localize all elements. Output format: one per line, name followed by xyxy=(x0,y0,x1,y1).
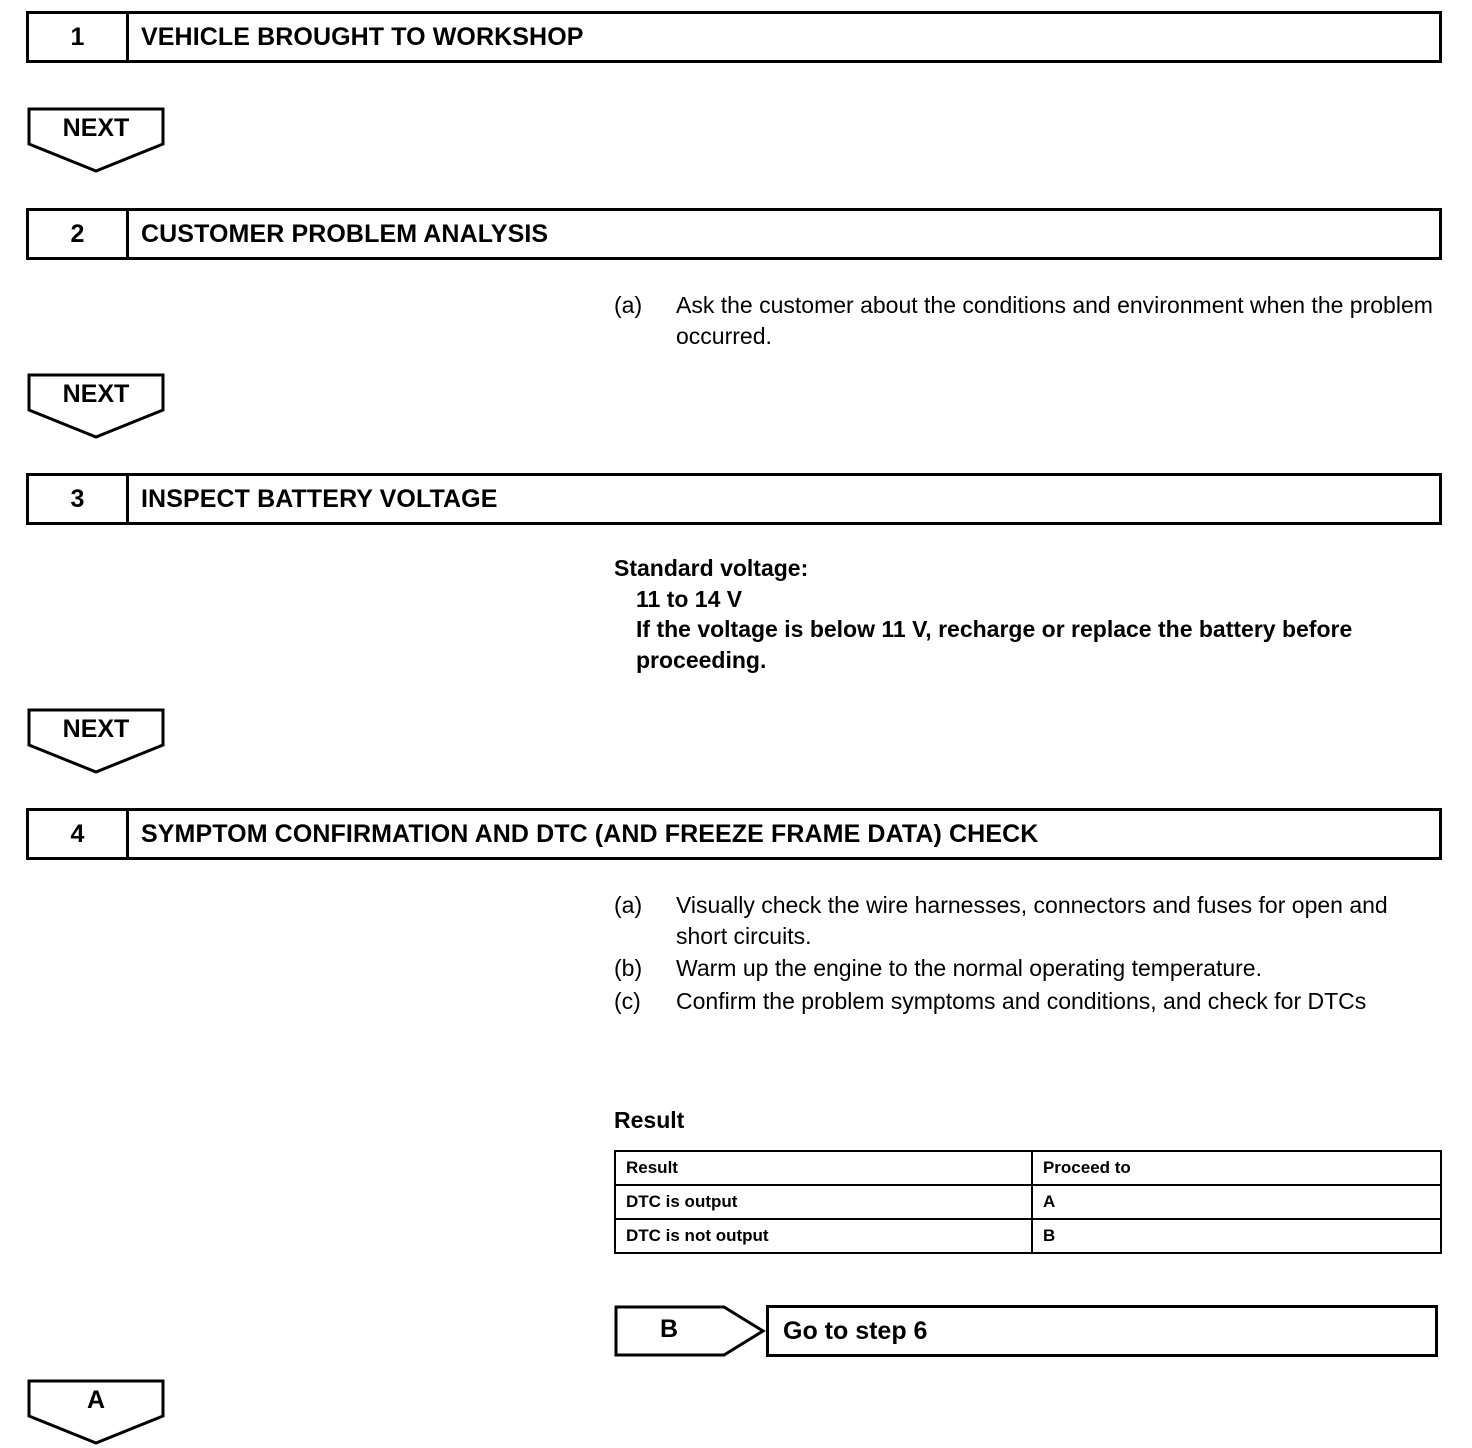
branch-b-connector xyxy=(614,1305,1438,1357)
step-title-1: VEHICLE BROUGHT TO WORKSHOP xyxy=(141,22,584,51)
table-cell-proceed-to: B xyxy=(1032,1219,1441,1253)
step-title-3: INSPECT BATTERY VOLTAGE xyxy=(141,484,498,513)
instruction-item xyxy=(614,953,1442,984)
table-row xyxy=(615,1185,1441,1219)
step-number-3: 3 xyxy=(29,476,129,522)
branch-a-label: A xyxy=(86,1386,106,1414)
step3-standard-voltage xyxy=(614,553,1414,675)
instruction-item xyxy=(614,890,1442,951)
step-bar-2 xyxy=(26,208,1442,260)
step2-instructions xyxy=(614,290,1442,353)
instruction-marker: (a) xyxy=(614,292,643,318)
step-number-2: 2 xyxy=(29,211,129,257)
step-bar-1 xyxy=(26,11,1442,63)
instruction-text: Visually check the wire harnesses, connectors and fuses for open and short circuits. xyxy=(676,892,1388,949)
instruction-text: Warm up the engine to the normal operating temperature. xyxy=(676,955,1262,982)
step-title-4: SYMPTOM CONFIRMATION AND DTC (AND FREEZE FRAME DATA) CHECK xyxy=(141,819,1039,848)
step-number-1: 1 xyxy=(29,14,129,60)
step-bar-3 xyxy=(26,473,1442,525)
next-connector-2 xyxy=(26,372,166,440)
step-bar-4 xyxy=(26,808,1442,860)
table-row xyxy=(615,1219,1441,1253)
standard-voltage-value: 11 to 14 V xyxy=(636,585,743,612)
table-header-result: Result xyxy=(615,1151,1032,1185)
standard-voltage-note: If the voltage is below 11 V, recharge or replace the battery before proceeding. xyxy=(636,616,1353,673)
instruction-text: Confirm the problem symptoms and conditions, and check for DTCs xyxy=(676,987,1367,1014)
instruction-marker: (a) xyxy=(614,892,643,918)
next-connector-label-3: NEXT xyxy=(62,715,130,743)
next-connector-1 xyxy=(26,106,166,174)
next-connector-3 xyxy=(26,707,166,775)
step4-instructions xyxy=(614,890,1442,1018)
result-table xyxy=(614,1150,1442,1254)
instruction-text: Ask the customer about the conditions and environment when the problem occurred. xyxy=(676,292,1433,349)
instruction-item xyxy=(614,986,1442,1017)
next-connector-label-2: NEXT xyxy=(62,380,130,408)
instruction-marker: (c) xyxy=(614,987,641,1014)
table-cell-result: DTC is output xyxy=(615,1185,1032,1219)
branch-b-tag-label: B xyxy=(659,1315,679,1343)
step-title-2: CUSTOMER PROBLEM ANALYSIS xyxy=(141,219,549,248)
step-number-4: 4 xyxy=(29,811,129,857)
branch-a-connector xyxy=(26,1378,166,1446)
instruction-marker: (b) xyxy=(614,955,643,982)
standard-voltage-heading: Standard voltage: xyxy=(614,555,809,581)
table-cell-result: DTC is not output xyxy=(615,1219,1032,1253)
instruction-item xyxy=(614,290,1442,351)
next-connector-label-1: NEXT xyxy=(62,114,130,142)
result-heading: Result xyxy=(614,1107,685,1133)
branch-b-target: Go to step 6 xyxy=(766,1305,1438,1357)
table-header-proceed-to: Proceed to xyxy=(1032,1151,1441,1185)
table-header-row xyxy=(615,1151,1441,1185)
table-cell-proceed-to: A xyxy=(1032,1185,1441,1219)
branch-b-tag xyxy=(614,1305,766,1357)
